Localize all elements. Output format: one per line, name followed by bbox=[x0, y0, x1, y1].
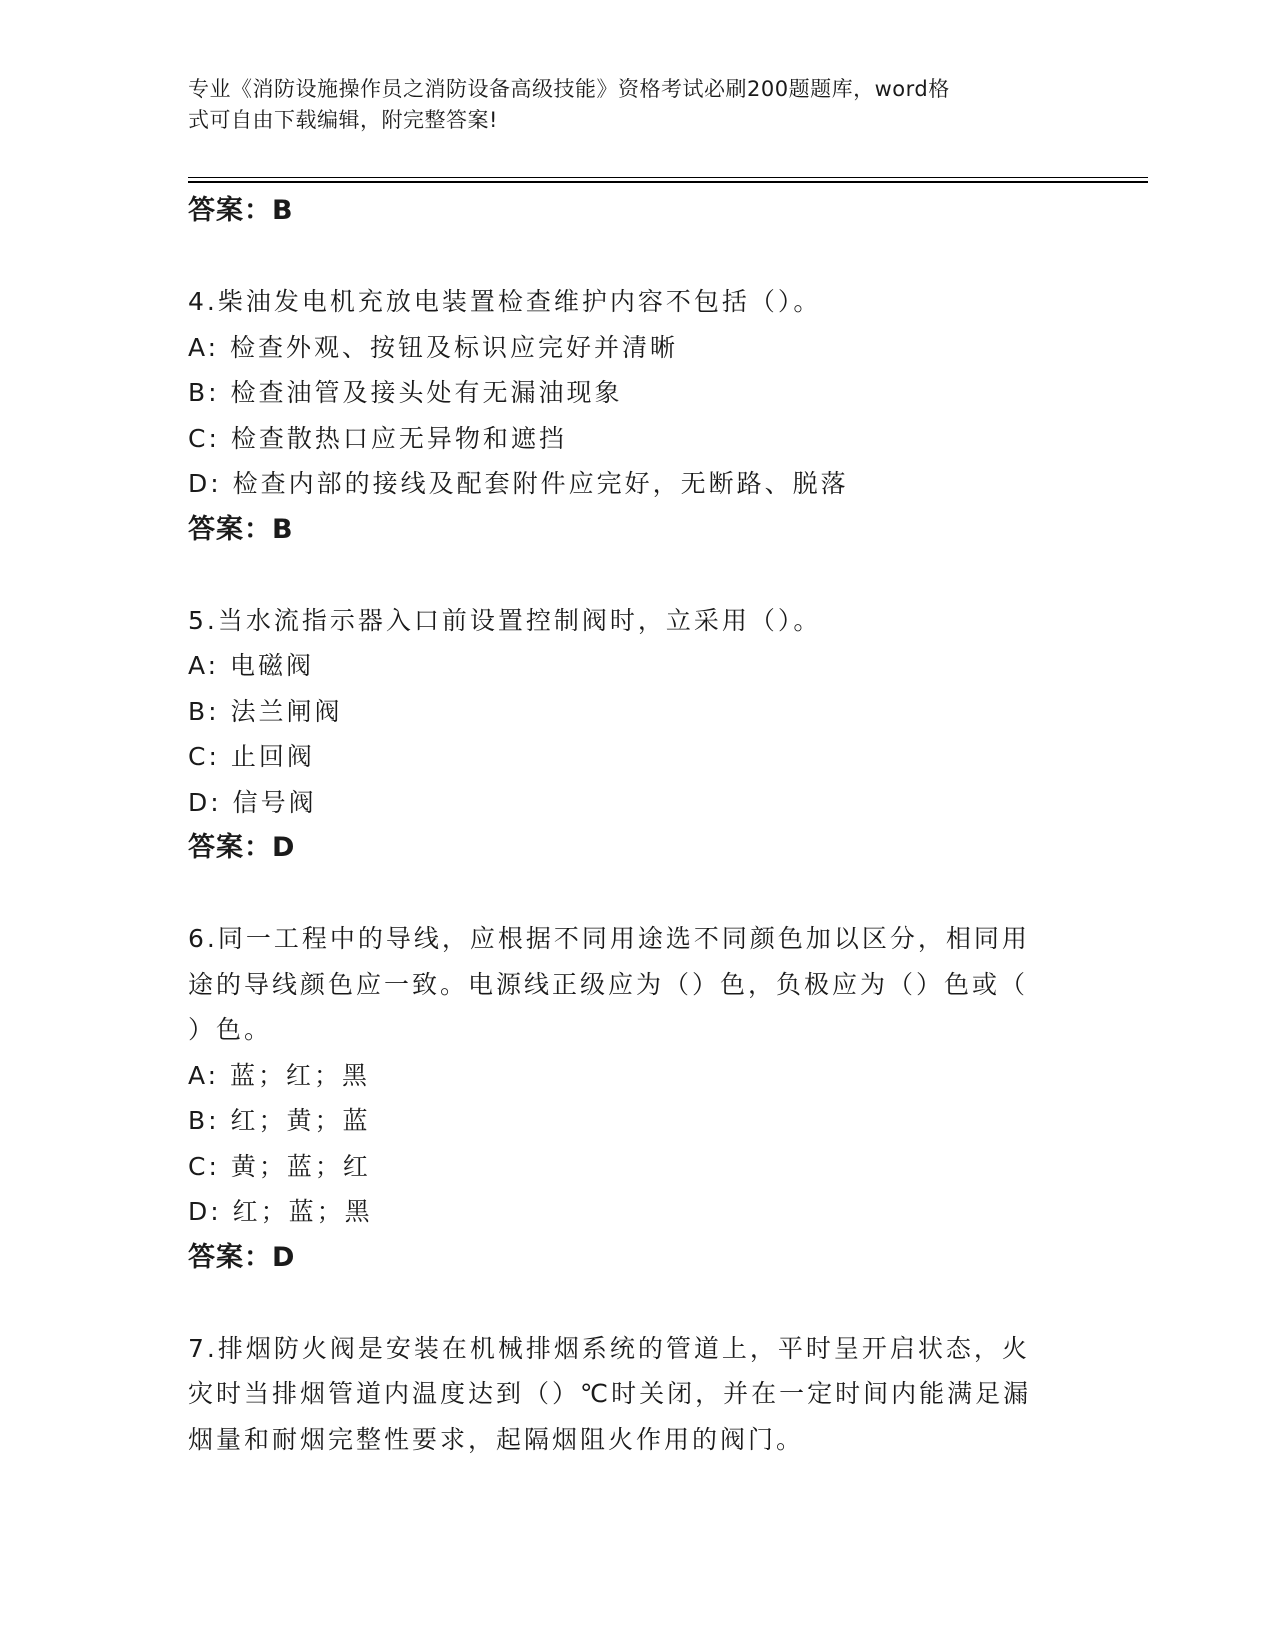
question-text-line: ）色。 bbox=[188, 1015, 273, 1044]
header-line-1: 专业《消防设施操作员之消防设备高级技能》资格考试必刷200题题库，word格 bbox=[188, 77, 950, 101]
question-text-line: 6.同一工程中的导线，应根据不同用途选不同颜色加以区分，相同用 bbox=[188, 924, 1030, 953]
option-c: C: 止回阀 bbox=[188, 742, 315, 771]
answer-label: 答案： bbox=[188, 195, 272, 226]
answer-line bbox=[188, 507, 1068, 553]
spacer bbox=[188, 552, 1068, 598]
option-b: B: 检查油管及接头处有无漏油现象 bbox=[188, 378, 623, 407]
header-divider-thin bbox=[188, 177, 1148, 178]
document-body bbox=[188, 188, 1068, 1462]
option-a: A: 蓝；红；黑 bbox=[188, 1060, 371, 1090]
answer-label: 答案： bbox=[188, 1241, 272, 1273]
answer-label: 答案： bbox=[188, 832, 272, 863]
option-d: D: 红；蓝；黑 bbox=[188, 1197, 373, 1226]
question-text: 5.当水流指示器入口前设置控制阀时，立采用（）。 bbox=[188, 605, 822, 635]
option-c: C: 黄；蓝；红 bbox=[188, 1151, 371, 1181]
question-text-line: 烟量和耐烟完整性要求，起隔烟阻火作用的阀门。 bbox=[188, 1424, 805, 1454]
option-c: C: 检查散热口应无异物和遮挡 bbox=[188, 423, 567, 453]
answer-value: B bbox=[272, 513, 294, 545]
spacer bbox=[188, 234, 1068, 280]
option-d: D: 信号阀 bbox=[188, 787, 317, 817]
option-d: D: 检查内部的接线及配套附件应完好，无断路、脱落 bbox=[188, 469, 849, 498]
question-text: 4.柴油发电机充放电装置检查维护内容不包括（）。 bbox=[188, 287, 822, 316]
answer-value: D bbox=[272, 832, 296, 863]
question-text-line: 7.排烟防火阀是安装在机械排烟系统的管道上，平时呈开启状态，火 bbox=[188, 1333, 1030, 1363]
question-text-line: 灾时当排烟管道内温度达到（）℃时关闭，并在一定时间内能满足漏 bbox=[188, 1379, 1032, 1408]
option-b: B: 法兰闸阀 bbox=[188, 696, 343, 726]
answer-line bbox=[188, 188, 1068, 234]
question-text-line: 途的导线颜色应一致。电源线正级应为（）色，负极应为（）色或（ bbox=[188, 969, 1029, 999]
spacer bbox=[188, 871, 1068, 917]
answer-line bbox=[188, 1235, 1068, 1281]
spacer bbox=[188, 1280, 1068, 1326]
option-a: A: 电磁阀 bbox=[188, 651, 315, 680]
answer-value: D bbox=[272, 1241, 296, 1273]
answer-line bbox=[188, 825, 1068, 871]
document-header bbox=[188, 74, 1068, 136]
header-line-2: 式可自由下载编辑，附完整答案! bbox=[188, 108, 498, 132]
header-divider-thick bbox=[188, 181, 1148, 183]
option-b: B: 红；黄；蓝 bbox=[188, 1106, 371, 1135]
option-a: A: 检查外观、按钮及标识应完好并清晰 bbox=[188, 332, 679, 362]
answer-value: B bbox=[272, 195, 294, 226]
answer-label: 答案： bbox=[188, 513, 272, 545]
